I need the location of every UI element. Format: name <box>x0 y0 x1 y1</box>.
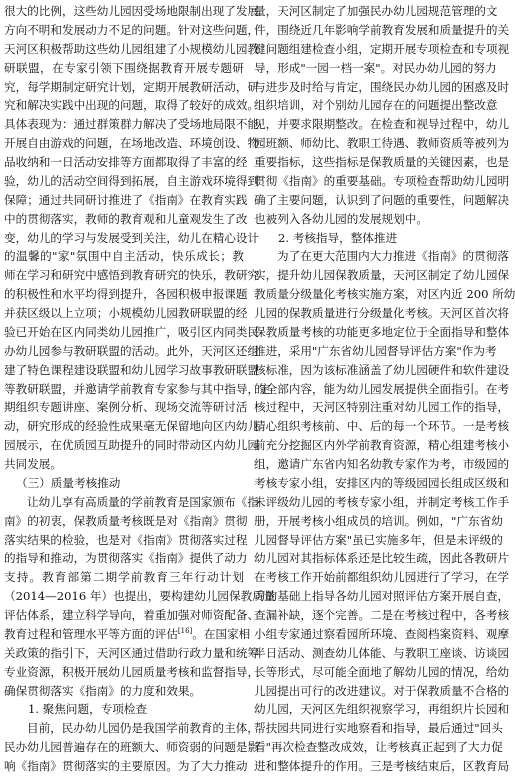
section-heading: （三）质量考核推动 <box>16 475 121 490</box>
text-line: 的温馨的"家"氛围中自主活动，快乐成长；教 <box>4 249 244 264</box>
text-line: 册，开展考核小组成员的培训。例如，"广东省幼 <box>254 513 503 528</box>
text-line: 南》的初衷，保教质量考核既是对《指南》贯彻 <box>4 513 248 528</box>
text-line: 很大的比例，这些幼儿园因受场地限制出现了发展 <box>4 4 260 18</box>
text-line: 见，并要求限期整改。在检查和视导过程中，幼儿 <box>254 117 510 132</box>
text-line: 查漏补缺，逐个完善。二是在考核过程中，各考核 <box>254 608 510 622</box>
text-line: 园展示，在优质园互助提升的同时带动区内幼儿园 <box>4 438 260 453</box>
text-line: 重要指标，这些指标是保教质量的关键因素，也是 <box>254 155 510 169</box>
text-line: 未评级幼儿园的考核专家小组，并制定考核工作手 <box>254 494 510 509</box>
text-line: 与进步及时给与肯定，围绕民办幼儿园的困惑及时 <box>254 79 510 94</box>
text-line: 组织培训，对个别幼儿园存在的问题提出整改意 <box>254 98 498 113</box>
text-line: 中的贯彻落实，教师的教育观和儿童观发生了改 <box>4 211 248 226</box>
text-line: 确了主要问题，认识到了问题的重要性，问题解决 <box>254 192 510 207</box>
text-line: 共同发展。 <box>4 457 62 471</box>
text-line: 键问题组建检查小组，定期开展专项检查和专项视 <box>254 41 510 56</box>
text-line: 保障；通过共同研讨推进了《指南》在教育实践 <box>4 192 248 207</box>
text-line: 保教质量考核的功能更多地定位于全面指导和整体 <box>254 324 510 339</box>
text-line: 导，形成"一园一档一案"。对民办幼儿园的努力 <box>254 60 497 75</box>
text-line: 核过程中，天河区特别注重对幼儿园工作的指导， <box>254 400 510 415</box>
text-line: 为了在更大范围内大力推进《指南》的贯彻落 <box>277 249 509 264</box>
text-line: 响《指南》贯彻落实的主要原因。为了大力推动 <box>4 759 248 773</box>
text-line: 具体表现为：通过群策群力解决了受场地局限不能 <box>4 117 260 132</box>
text-line: 品收纳和一日活动安排等方面都取得了丰富的经 <box>4 155 248 169</box>
text-line: 研联盟，在专家引领下围绕据教育开展专题研 <box>4 60 244 75</box>
text-line: 的指导和推动，为贯彻落实《指南》提供了动力 <box>4 551 248 566</box>
text-line: （2014—2016 年）也提出，要构建幼儿园保教质量 <box>4 589 276 604</box>
text-line: 变，幼儿的学习与发展受到关注，幼儿在精心设计 <box>4 230 260 245</box>
text-line: 评估体系，建立科学导向，着重加强对师资配备、 <box>4 608 260 622</box>
text-line: 方向不明和发展动力不足的问题。针对这些问题， <box>4 22 260 37</box>
text-line: 量，天河区制定了加强民办幼儿园规范管理的文 <box>254 4 498 18</box>
text-line: 件，围绕近几年影响学前教育发展和质量提升的关 <box>254 22 510 37</box>
text-line: 在考核工作开始前都组织幼儿园进行了学习，在学 <box>254 570 510 585</box>
text-line: 考核专家小组，安排区内的等级园园长组成区级和 <box>254 475 510 490</box>
text-line: 师在学习和研究中感悟到教育研究的快乐，教研究 <box>4 268 260 283</box>
text-line: 也被列入各幼儿园的发展规划中。 <box>254 211 428 226</box>
text-line: 天河区积极帮助这些幼儿园组建了小规模幼儿园教 <box>4 41 260 56</box>
text-line: 验，幼儿的活动空间得到拓展，自主游戏环境得到 <box>4 173 260 188</box>
text-line: 习的基础上指导各幼儿园对照评估方案开展自查， <box>254 589 510 604</box>
text-line: 支持。教育部第二期学前教育三年行动计划 <box>4 570 244 585</box>
text-line: 究，每学期制定研究计划，定期开展教研活动，研 <box>4 79 260 94</box>
text-line: 实，提升幼儿园保教质量，天河区制定了幼儿园保 <box>254 268 510 283</box>
text-line: 儿园督导评估方案"虽已实施多年，但是未评级的 <box>254 532 503 547</box>
text-segment: 教育过程和管理水平等方面的评估 <box>4 626 178 641</box>
text-line: 开展自由游戏的问题，在场地改造、环境创设、物 <box>4 136 260 151</box>
text-line: 进和整体提升的作用。三是考核结束后，区教育局 <box>254 759 510 773</box>
text-line: 前充分挖掘区内外学前教育资源，精心组建考核小 <box>254 438 510 453</box>
text-line: 核标准，因为该标准涵盖了幼儿园硬件和软件建设 <box>254 362 510 377</box>
text-line: 等教研联盟，并邀请学前教育专家参与其中指导，定 <box>4 381 271 396</box>
text-line <box>4 625 251 644</box>
text-line: 组，邀请广东省内知名幼教专家作为考，市级园的 <box>254 457 510 471</box>
right-text-column <box>254 2 515 776</box>
text-line: 看"再次检查整改成效，让考核真正起到了大力促 <box>254 740 503 755</box>
text-line: 究和解决实践中出现的问题，取得了较好的成效。 <box>4 98 260 113</box>
text-line: 贯彻《指南》的重要基础。专项检查帮助幼儿园明 <box>254 173 510 188</box>
text-line: 帮扶园共同进行实地察看和指导，最后通过"回头 <box>254 721 503 736</box>
section-heading: 2. 考核指导，整体推进 <box>278 230 398 245</box>
text-line: 民办幼儿园普遍存在的班额大、师资弱的问题是影 <box>4 740 260 755</box>
text-line: 园班额、师幼比、教职工待遇、教师资质等被列为 <box>254 136 510 151</box>
text-line: 半日活动、测查幼儿体能、与教职工座谈、访谈园 <box>254 645 510 660</box>
text-line: 儿园的保教质量进行分级量化考核。天河区首次将 <box>254 306 510 320</box>
text-line: 长等形式，尽可能全面地了解幼儿园的情况，给幼 <box>254 664 510 679</box>
text-line: 推进，采用"广东省幼儿园督导评估方案"作为考 <box>254 343 497 358</box>
text-line: 期组织专题讲座、案例分析、现场交流等研讨活 <box>4 400 248 415</box>
citation-mark: [16] <box>177 627 193 636</box>
text-line: 目前，民办幼儿园仍是我国学前教育的主体， <box>27 721 259 736</box>
text-line: 的积极性和水平均得到提升，各园积极申报课题 <box>4 287 248 302</box>
text-line: 让幼儿享有高质量的学前教育是国家颁布《指 <box>27 494 259 509</box>
text-line: 小组专家通过察看园所环境、查阅档案资料、观摩 <box>254 626 510 641</box>
text-line: 办幼儿园参与教研联盟的活动。此外，天河区还组 <box>4 343 260 358</box>
text-line: 动，研究形成的经验性成果毫无保留地向区内幼儿 <box>4 419 260 434</box>
text-line: 验已开始在区内同类幼儿园推广，吸引区内同类民 <box>4 324 260 339</box>
text-line: 建了特色课程建设联盟和幼儿园学习故事教研联盟 <box>4 362 260 377</box>
text-line: 幼儿园，天河区先组织视察学习，再组织片长园和 <box>254 702 510 717</box>
text-line: 儿园提出可行的改进建议。对于保教质量不合格的 <box>254 683 510 698</box>
text-line: 精心组织考核前、中、后的每一个环节。一是考核 <box>254 419 510 434</box>
section-heading: 1. 聚焦问题，专项检查 <box>28 702 148 717</box>
text-segment: 。在国家相 <box>192 626 251 641</box>
text-line: 教质量分级量化考核实施方案，对区内近 200 所幼 <box>254 287 515 302</box>
text-line: 的全部内容，能为幼儿园发展提供全面指引。在考 <box>254 381 510 396</box>
left-text-column <box>4 2 276 776</box>
text-line: 并获区级以上立项；小规模幼儿园教研联盟的经 <box>4 306 248 320</box>
text-line: 落实结果的检验，也是对《指南》贯彻落实过程 <box>4 532 248 547</box>
text-line: 关政策的指引下，天河区通过借助行政力量和统筹 <box>4 645 260 660</box>
text-line: 确保贯彻落实《指南》的力度和效果。 <box>4 683 202 698</box>
text-line: 幼儿园对其指标体系还是比较生疏，因此各教研片 <box>254 551 510 566</box>
text-line: 专业资源，积极开展幼儿园质量考核和监督指导， <box>4 664 260 679</box>
